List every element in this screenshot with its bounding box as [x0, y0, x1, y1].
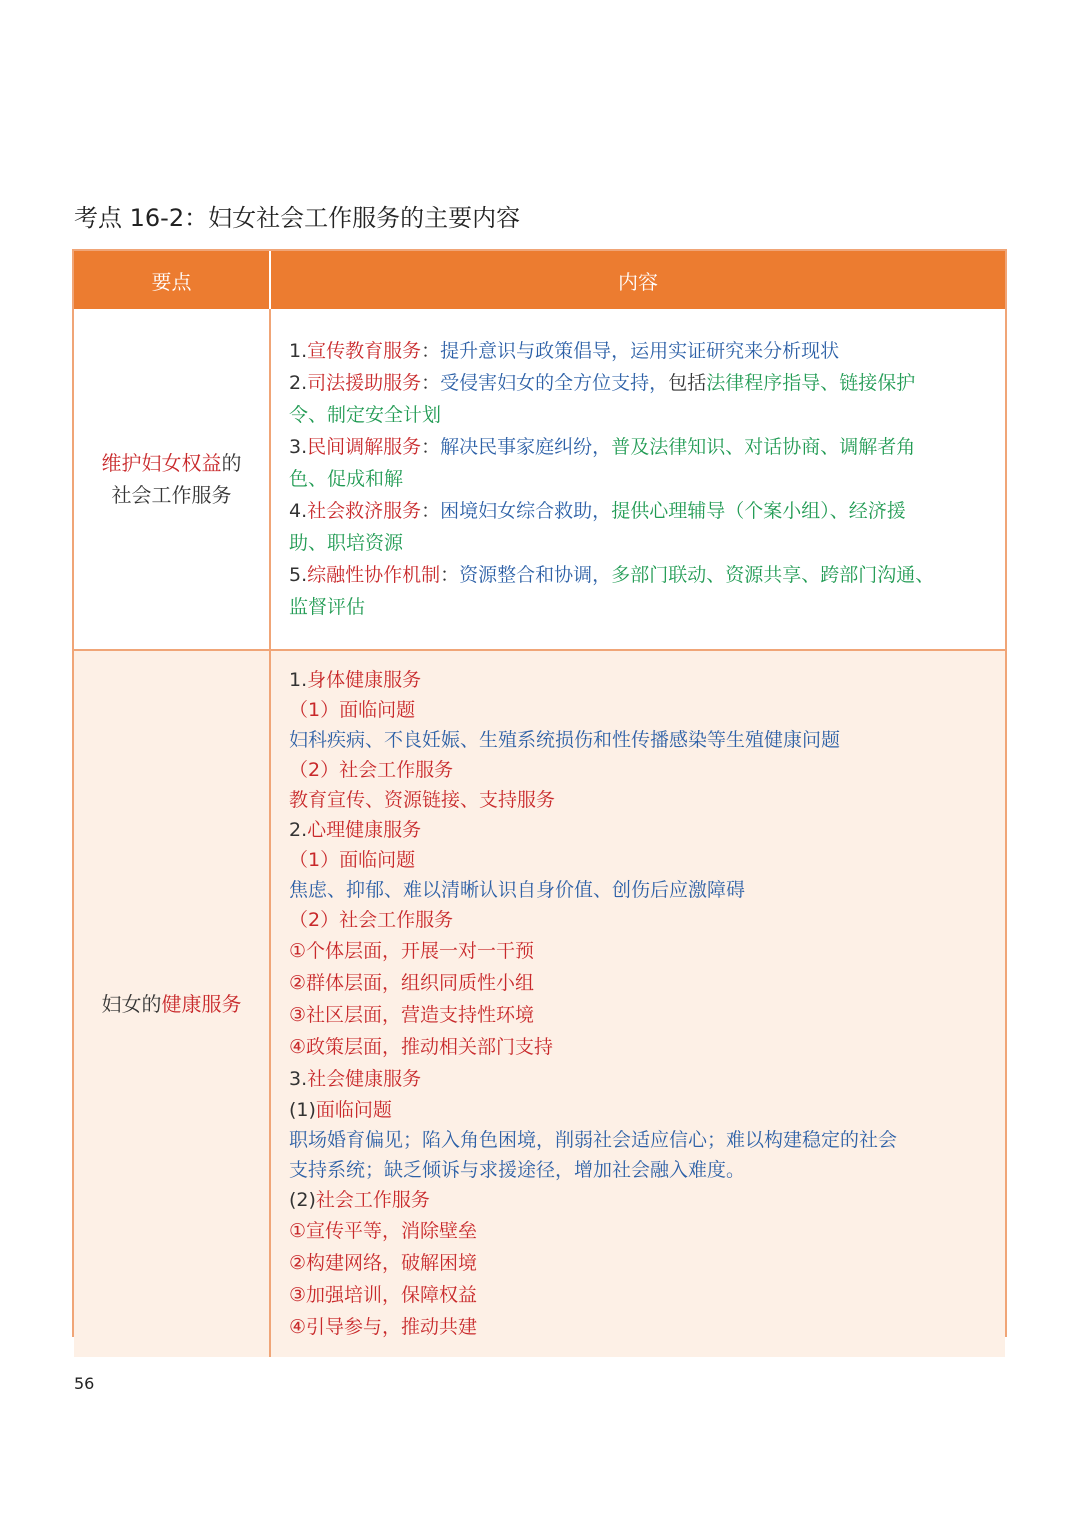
list-item: ④引导参与，推动共建 — [289, 1316, 478, 1338]
list-item-cont: 助、职培资源 — [289, 532, 404, 554]
header-key: 要点 — [74, 251, 270, 309]
sub-label: （2）社会工作服务 — [289, 759, 454, 781]
heading-sep: ： — [184, 204, 209, 232]
row1-key — [74, 309, 270, 650]
list-item: 5.综融性协作机制：资源整合和协调，多部门联动、资源共享、跨部门沟通、 — [289, 564, 935, 586]
section-title: 3.社会健康服务 — [289, 1068, 422, 1090]
section-title: 2.心理健康服务 — [289, 819, 422, 841]
list-item-cont: 监督评估 — [289, 596, 366, 618]
heading-prefix: 考点 16-2 — [74, 204, 185, 232]
section-title: 1.身体健康服务 — [289, 669, 422, 691]
list-item: ①宣传平等，消除壁垒 — [289, 1220, 478, 1242]
sub-text: 职场婚育偏见；陷入角色困境，削弱社会适应信心；难以构建稳定的社会 — [289, 1129, 898, 1151]
content-table — [72, 249, 1007, 1337]
sub-text: 妇科疾病、不良妊娠、生殖系统损伤和性传播感染等生殖健康问题 — [289, 729, 841, 751]
sub-label: (2)社会工作服务 — [289, 1189, 430, 1211]
list-item-cont: 令、制定安全计划 — [289, 404, 442, 426]
table-header-row — [74, 251, 1005, 309]
list-item: ②构建网络，破解困境 — [289, 1252, 478, 1274]
sub-label: （1）面临问题 — [289, 699, 416, 721]
row1-key-rest: 的 — [221, 451, 242, 475]
sub-text: 焦虑、抑郁、难以清晰认识自身价值、创伤后应激障碍 — [289, 879, 746, 901]
row2-key-dark: 妇女的 — [101, 992, 162, 1016]
row1-content — [270, 309, 1005, 650]
list-item: ③加强培训，保障权益 — [289, 1284, 478, 1306]
table-row — [74, 309, 1005, 650]
list-item: ②群体层面，组织同质性小组 — [289, 972, 535, 994]
row2-key — [74, 650, 270, 1357]
heading-text: 妇女社会工作服务的主要内容 — [208, 204, 521, 232]
sub-label: （1）面临问题 — [289, 849, 416, 871]
row1-key-red: 维护妇女权益 — [101, 451, 222, 475]
page-number: 56 — [74, 1374, 95, 1393]
list-item: ①个体层面，开展一对一干预 — [289, 940, 535, 962]
sub-label: （2）社会工作服务 — [289, 909, 454, 931]
list-item: 1.宣传教育服务：提升意识与政策倡导，运用实证研究来分析现状 — [289, 340, 840, 362]
section-heading — [74, 198, 520, 233]
row2-key-red: 健康服务 — [161, 992, 242, 1016]
list-item: 4.社会救济服务：困境妇女综合救助，提供心理辅导（个案小组）、经济援 — [289, 500, 906, 522]
row1-key-line2: 社会工作服务 — [111, 483, 232, 507]
list-item: ③社区层面，营造支持性环境 — [289, 1004, 535, 1026]
sub-text: 支持系统；缺乏倾诉与求援途径，增加社会融入难度。 — [289, 1159, 746, 1181]
list-item-cont: 色、促成和解 — [289, 468, 404, 490]
header-content: 内容 — [270, 251, 1005, 309]
list-item: 2.司法援助服务：受侵害妇女的全方位支持，包括法律程序指导、链接保护 — [289, 372, 916, 394]
sub-text: 教育宣传、资源链接、支持服务 — [289, 789, 556, 811]
table-row — [74, 650, 1005, 1357]
sub-label: (1)面临问题 — [289, 1099, 392, 1121]
list-item: 3.民间调解服务：解决民事家庭纠纷，普及法律知识、对话协商、调解者角 — [289, 436, 916, 458]
list-item: ④政策层面，推动相关部门支持 — [289, 1036, 554, 1058]
row2-content — [270, 650, 1005, 1357]
